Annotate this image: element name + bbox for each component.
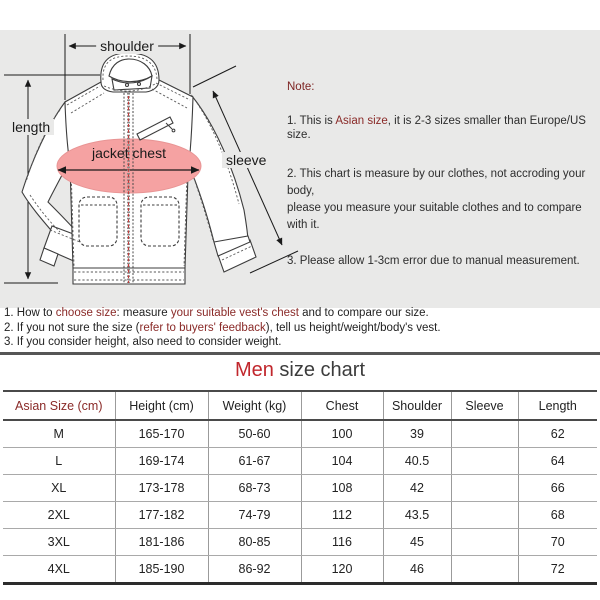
sleeve-top-guide: [193, 66, 236, 87]
size-cell: 39: [383, 420, 451, 448]
column-header-length: Length: [518, 391, 597, 420]
size-cell: 116: [301, 529, 383, 556]
column-header-chest: Chest: [301, 391, 383, 420]
men-size-table: [3, 390, 597, 585]
size-cell: [451, 529, 518, 556]
column-header-weight: Weight (kg): [208, 391, 301, 420]
size-cell: 108: [301, 475, 383, 502]
size-cell: 70: [518, 529, 597, 556]
note-1: 1. This is Asian size, it is 2-3 sizes smaller than Europe/US size.: [287, 115, 586, 141]
shoulder-label: shoulder: [96, 38, 158, 54]
table-row: [3, 556, 597, 584]
size-cell: 100: [301, 420, 383, 448]
size-cell: 64: [518, 448, 597, 475]
table-header-row: [3, 391, 597, 420]
diagram-panel: [0, 30, 600, 308]
size-cell: 120: [301, 556, 383, 584]
title-rest: size chart: [273, 359, 366, 381]
size-cell: 165-170: [115, 420, 208, 448]
size-cell: 80-85: [208, 529, 301, 556]
size-cell: L: [3, 448, 115, 475]
notes-heading: Note:: [287, 81, 315, 93]
size-cell: 45: [383, 529, 451, 556]
title-men: Men: [234, 359, 274, 381]
size-cell: 46: [383, 556, 451, 584]
size-cell: 173-178: [115, 475, 208, 502]
note-3: 3. Please allow 1-3cm error due to manual measurement.: [287, 255, 580, 267]
size-cell: [451, 556, 518, 584]
instruction-2: 2. If you not sure the size (refer to buyers' feedback), tell us height/weight/body's vest.: [4, 321, 441, 334]
size-cell: 185-190: [115, 556, 208, 584]
section-divider: [0, 352, 600, 355]
column-header-asian-size: Asian Size (cm): [3, 391, 115, 420]
column-header-height: Height (cm): [115, 391, 208, 420]
collar-button: [126, 84, 129, 87]
instruction-1: 1. How to choose size: measure your suitable vest's chest and to compare our size.: [4, 307, 429, 319]
note-2: 2. This chart is measure by our clothes, not accroding your body, please you measure your suitable clothes and to compare with it.: [287, 168, 586, 231]
size-cell: 42: [383, 475, 451, 502]
table-row: [3, 448, 597, 475]
size-cell: [451, 475, 518, 502]
table-row: [3, 529, 597, 556]
size-cell: 50-60: [208, 420, 301, 448]
jacket-chest-label: jacket chest: [92, 145, 166, 161]
length-label: length: [8, 119, 54, 135]
table-row: [3, 502, 597, 529]
size-cell: 86-92: [208, 556, 301, 584]
size-cell: 2XL: [3, 502, 115, 529]
size-cell: 68-73: [208, 475, 301, 502]
jacket-measurement-diagram: [0, 30, 300, 308]
size-cell: M: [3, 420, 115, 448]
instructions-block: [4, 306, 596, 350]
size-cell: 4XL: [47, 562, 70, 576]
size-cell: 62: [518, 420, 597, 448]
size-cell: [451, 420, 518, 448]
size-cell: 112: [301, 502, 383, 529]
size-cell: 74-79: [208, 502, 301, 529]
notes-block: [287, 80, 595, 268]
page-title: [0, 357, 600, 383]
size-cell: 72: [518, 556, 597, 584]
size-cell: 3XL: [3, 529, 115, 556]
size-cell: 177-182: [115, 502, 208, 529]
sleeve-label: sleeve: [222, 152, 270, 168]
size-cell: XL: [3, 475, 115, 502]
size-cell: 43.5: [383, 502, 451, 529]
size-cell: [451, 448, 518, 475]
collar-button: [138, 83, 141, 86]
column-header-shoulder: Shoulder: [383, 391, 451, 420]
table-row: [3, 420, 597, 448]
column-header-sleeve: Sleeve: [451, 391, 518, 420]
size-cell: 104: [301, 448, 383, 475]
size-cell: 181-186: [115, 529, 208, 556]
size-cell: 61-67: [208, 448, 301, 475]
instruction-3: 3. If you consider height, also need to consider weight.: [4, 336, 282, 348]
size-cell: 40.5: [383, 448, 451, 475]
size-cell: 66: [518, 475, 597, 502]
size-cell: 68: [518, 502, 597, 529]
size-cell: 169-174: [115, 448, 208, 475]
size-cell: [451, 502, 518, 529]
table-row: [3, 475, 597, 502]
